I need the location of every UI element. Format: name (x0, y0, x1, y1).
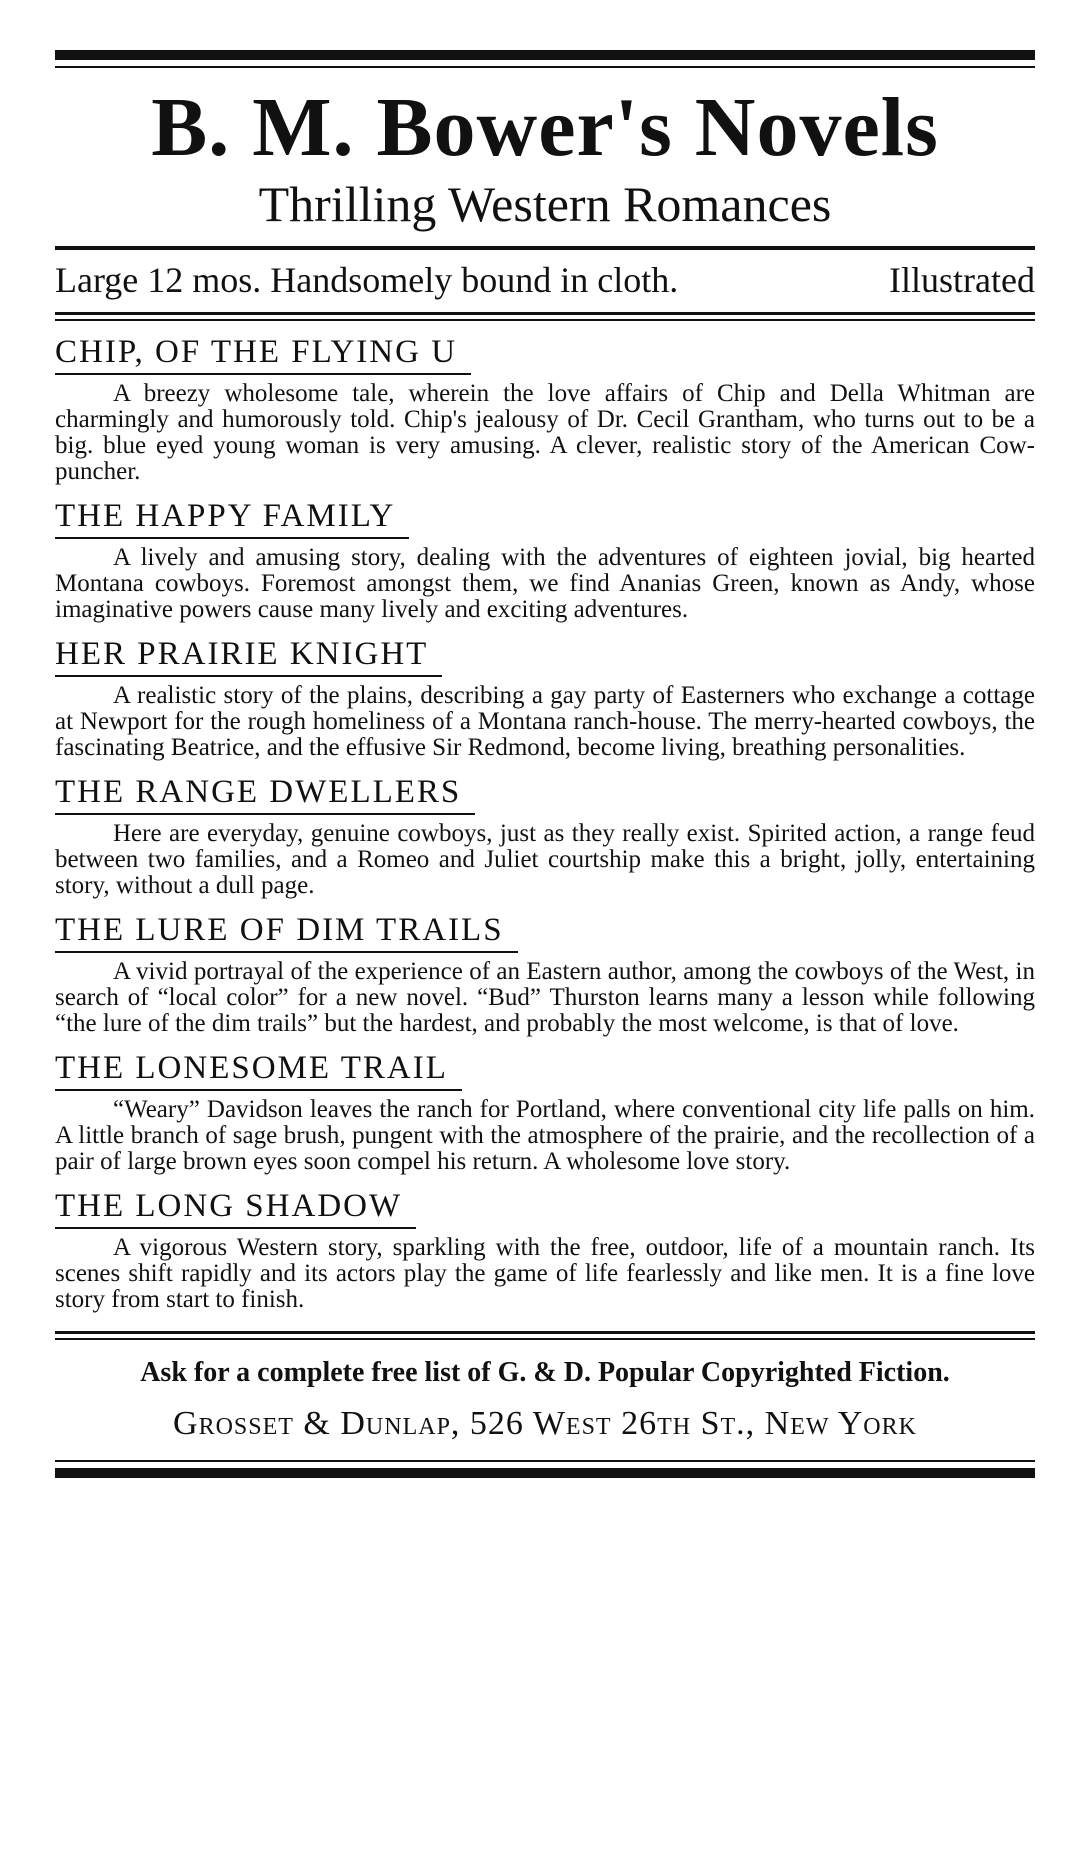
footer-divider (55, 1331, 1035, 1340)
book-title: THE HAPPY FAMILY (55, 497, 409, 539)
book-title: THE LONESOME TRAIL (55, 1049, 462, 1091)
book-entry (55, 333, 1035, 485)
binding-illustrated: Illustrated (889, 260, 1035, 300)
page-title: B. M. Bower's Novels (151, 81, 939, 174)
book-entry (55, 497, 1035, 623)
binding-description: Large 12 mos. Handsomely bound in cloth. (55, 260, 679, 300)
free-list-notice: Ask for a complete free list of G. & D. Popular Copyrighted Fiction. (140, 1357, 950, 1388)
book-description: A breezy wholesome tale, wherein the love affairs of Chip and Della Whitman are charmingly and humorously told. Chip's jealousy of Dr. Cecil Grantham, who turns out to be a big. blue eyed young woman is very amusing. A clever, realistic story of the American Cow-puncher. (55, 380, 1035, 485)
binding-divider (55, 312, 1035, 321)
book-title: HER PRAIRIE KNIGHT (55, 635, 442, 677)
book-description: A vivid portrayal of the experience of an Eastern author, among the cowboys of the West, in search of “local color” for a new novel. “Bud” Thurston learns many a lesson while following “the lure of the dim trails” but the hardest, and probably the most welcome, is that of love. (55, 958, 1035, 1037)
book-description: A lively and amusing story, dealing with the adventures of eighteen jovial, big hearted Montana cowboys. Foremost amongst them, we find Ananias Green, known as Andy, whose imaginative powers cause many lively and exciting adventures. (55, 544, 1035, 623)
page-subtitle: Thrilling Western Romances (258, 176, 832, 232)
book-title: THE LURE OF DIM TRAILS (55, 911, 518, 953)
book-title: CHIP, OF THE FLYING U (55, 333, 471, 375)
book-entry (55, 1049, 1035, 1175)
bottom-thick-rule (55, 1468, 1035, 1478)
book-description: A vigorous Western story, sparkling with the free, outdoor, life of a mountain ranch. Its scenes shift rapidly and its actors play the game of life fearlessly and like men. It is a fine love story from start to finish. (55, 1234, 1035, 1313)
book-entry (55, 773, 1035, 899)
book-title: THE RANGE DWELLERS (55, 773, 475, 815)
top-thick-rule (55, 50, 1035, 60)
publisher-address: Grosset & Dunlap, 526 West 26th St., New York (173, 1405, 917, 1442)
book-entry (55, 911, 1035, 1037)
book-title: THE LONG SHADOW (55, 1187, 416, 1229)
book-description: Here are everyday, genuine cowboys, just as they really exist. Spirited action, a range feud between two families, and a Romeo and Juliet courtship make this a bright, jolly, entertaining story, without a dull page. (55, 820, 1035, 899)
bottom-thin-rule (55, 1460, 1035, 1462)
binding-line (55, 250, 1035, 312)
book-entry (55, 635, 1035, 761)
advertisement-page (55, 50, 1035, 1478)
book-description: “Weary” Davidson leaves the ranch for Portland, where conventional city life palls on him. A little branch of sage brush, pungent with the atmosphere of the prairie, and the recollection of a pair of large brown eyes soon compel his return. A wholesome love story. (55, 1096, 1035, 1175)
top-thin-rule (55, 66, 1035, 68)
book-description: A realistic story of the plains, describing a gay party of Easterners who exchange a cottage at Newport for the rough homeliness of a Montana ranch-house. The merry-hearted cowboys, the fascinating Beatrice, and the effusive Sir Redmond, become living, breathing personalities. (55, 682, 1035, 761)
book-entry (55, 1187, 1035, 1313)
